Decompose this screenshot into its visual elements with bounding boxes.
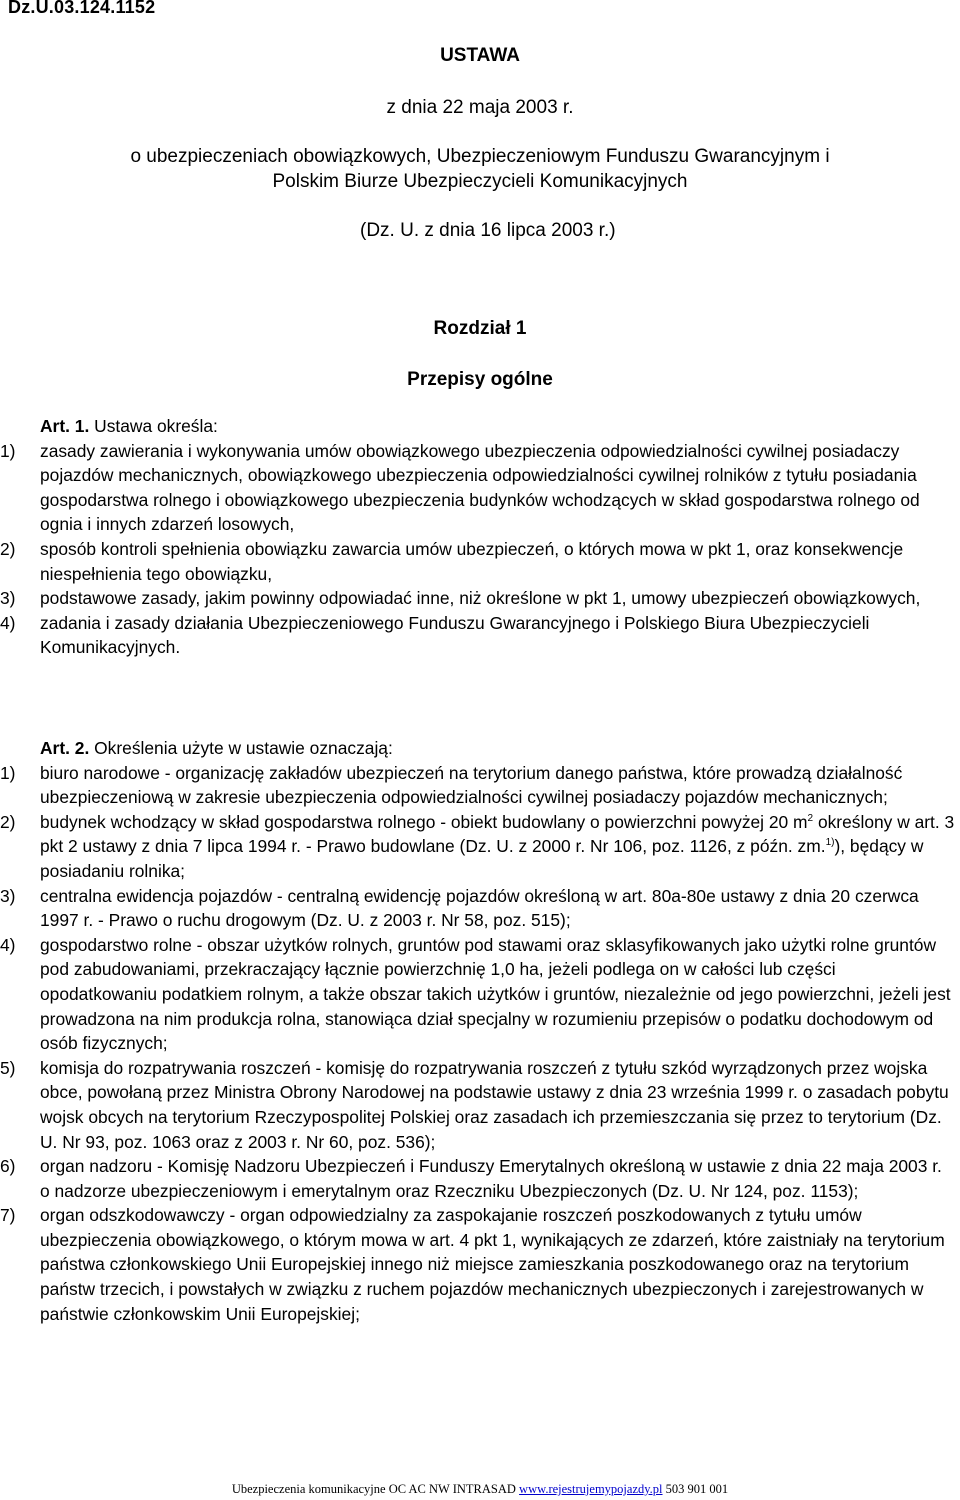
chapter-number: Rozdział 1 (433, 318, 527, 339)
list-item (0, 810, 955, 884)
document-subject (0, 144, 960, 194)
chapter-title: Przepisy ogólne (407, 369, 553, 390)
list-item (0, 1154, 955, 1203)
item-text (40, 810, 955, 884)
item-text: organ nadzoru - Komisję Nadzoru Ubezpieczeń i Funduszy Emerytalnych określoną w ustawie z dnia 22 maja 2003 r. o nadzorze ubezpieczeniowym i emerytalnym oraz Rzeczniku Ubezpieczonych (Dz. U. Nr 124, poz. 1153); (40, 1156, 942, 1201)
article-1-intro: Ustawa określa: (89, 416, 218, 436)
item-number: 4) (0, 612, 16, 633)
superscript: 2 (807, 812, 814, 824)
footer-text: Ubezpieczenia komunikacyjne OC AC NW INTRASAD (231, 1482, 520, 1496)
item-text: organ odszkodowawczy - organ odpowiedzialny za zaspokajanie roszczeń poszkodowanych z tytułu umów ubezpieczenia obowiązkowego, o którym mowa w art. 4 pkt 1, wynikających ze zdarzeń, które zaistniały na terytorium państwa członkowskiego Unii Europejskiej innego niż miejsce zamieszkania poszkodowanego oraz na terytorium państw trzecich, i powstałych w związku z ruchem pojazdów mechanicznych ubezpieczonych i zarejestrowanych w państwie członkowskim Unii Europejskiej; (40, 1205, 945, 1324)
item-number: 1) (0, 440, 16, 461)
list-item (0, 537, 955, 586)
article-1-label: Art. 1. (40, 416, 90, 436)
item-text-part: budynek wchodzący w skład gospodarstwa rolnego - obiekt budowlany o powierzchni powyżej 20 m (40, 811, 808, 832)
article-2-heading (0, 736, 955, 761)
footer-link[interactable]: www.rejestrujemypojazdy.pl (519, 1482, 663, 1496)
item-number: 4) (0, 934, 16, 955)
publication-reference: (Dz. U. z dnia 16 lipca 2003 r.) (360, 220, 616, 241)
item-number: 3) (0, 588, 16, 609)
item-text: gospodarstwo rolne - obszar użytków rolnych, gruntów pod stawami oraz sklasyfikowanych jako użytki rolne gruntów pod zabudowaniami, przekraczający łącznie powierzchnię 1,0 ha, jeżeli podlega on w całości lub części opodatkowaniu podatkiem rolnym, a także obszar takich użytków i gruntów, niezależnie od jego powierzchni, jeżeli jest prowadzona na nim produkcja rolna, stanowiąca dział specjalny w rozumieniu przepisów o podatku dochodowym od osób fizycznych; (40, 934, 951, 1054)
item-text: sposób kontroli spełnienia obowiązku zawarcia umów ubezpieczeń, o których mowa w pkt 1, oraz konsekwencje niespełnienia tego obowiązku, (40, 538, 904, 584)
item-number: 1) (0, 762, 16, 783)
item-number: 5) (0, 1057, 16, 1078)
item-text: podstawowe zasady, jakim powinny odpowiadać inne, niż określone w pkt 1, umowy ubezpieczeń obowiązkowych, (40, 588, 921, 609)
item-text: centralna ewidencja pojazdów - centralną ewidencję pojazdów określoną w art. 80a-80e ustawy z dnia 20 czerwca 1997 r. - Prawo o ruchu drogowym (Dz. U. z 2003 r. Nr 58, poz. 515); (40, 885, 919, 931)
item-text: biuro narodowe - organizację zakładów ubezpieczeń na terytorium danego państwa, które prowadzą działalność ubezpieczeniową w zakresie ubezpieczenia odpowiedzialności cywilnej posiadaczy pojazdów mechanicznych; (40, 762, 903, 808)
list-item (0, 761, 955, 810)
list-item (0, 1056, 955, 1154)
item-text: zadania i zasady działania Ubezpieczeniowego Funduszu Gwarancyjnego i Polskiego Biura Ubezpieczycieli Komunikacyjnych. (40, 612, 870, 658)
journal-reference: Dz.U.03.124.1152 (8, 0, 156, 17)
list-item (0, 439, 955, 537)
item-number: 2) (0, 811, 16, 832)
document-date: z dnia 22 maja 2003 r. (386, 97, 574, 118)
article-1 (0, 414, 955, 660)
page-footer (0, 1482, 960, 1497)
article-2 (0, 736, 955, 1326)
subject-line-2: Polskim Biurze Ubezpieczycieli Komunikacyjnych (272, 171, 688, 192)
footer-phone: 503 901 001 (662, 1482, 729, 1496)
item-number: 2) (0, 538, 16, 559)
article-2-label: Art. 2. (40, 738, 90, 758)
item-number: 6) (0, 1156, 16, 1177)
article-2-intro: Określenia użyte w ustawie oznaczają: (89, 738, 393, 758)
subject-line-1: o ubezpieczeniach obowiązkowych, Ubezpieczeniowym Funduszu Gwarancyjnym i (130, 146, 830, 167)
list-item (0, 586, 955, 611)
document-title: USTAWA (440, 45, 520, 66)
list-item (0, 611, 955, 660)
item-text: komisja do rozpatrywania roszczeń - komisję do rozpatrywania roszczeń z tytułu szkód wyrządzonych przez wojska obce, powołaną przez Ministra Obrony Narodowej na podstawie ustawy z dnia 23 września 1999 r. o zasadach pobytu wojsk obcych na terytorium Rzeczypospolitej Polskiej oraz zasadach ich przemieszczania się przez to terytorium (Dz. U. Nr 93, poz. 1063 oraz z 2003 r. Nr 60, poz. 536); (40, 1057, 949, 1152)
item-number: 7) (0, 1205, 16, 1226)
list-item (0, 884, 955, 933)
item-text-part: określony w art. 3 pkt 2 ustawy z dnia 7 lipca 1994 r. - Prawo budowlane (Dz. U. z 2000 r. Nr 106, poz. 1126, z późn. zm. (40, 811, 955, 857)
item-text-part: ), będący w posiadaniu rolnika; (40, 836, 924, 881)
item-number: 3) (0, 885, 16, 906)
list-item (0, 933, 955, 1056)
item-text: zasady zawierania i wykonywania umów obowiązkowego ubezpieczenia odpowiedzialności cywilnej posiadaczy pojazdów mechanicznych, obowiązkowego ubezpieczenia odpowiedzialności cywilnej rolników z tytułu posiadania gospodarstwa rolnego i obowiązkowego ubezpieczenia budynków wchodzących w skład gospodarstwa rolnego od ognia i innych zdarzeń losowych, (40, 440, 920, 535)
article-1-heading (0, 414, 955, 439)
list-item (0, 1203, 955, 1326)
footnote-marker: 1) (825, 837, 835, 849)
